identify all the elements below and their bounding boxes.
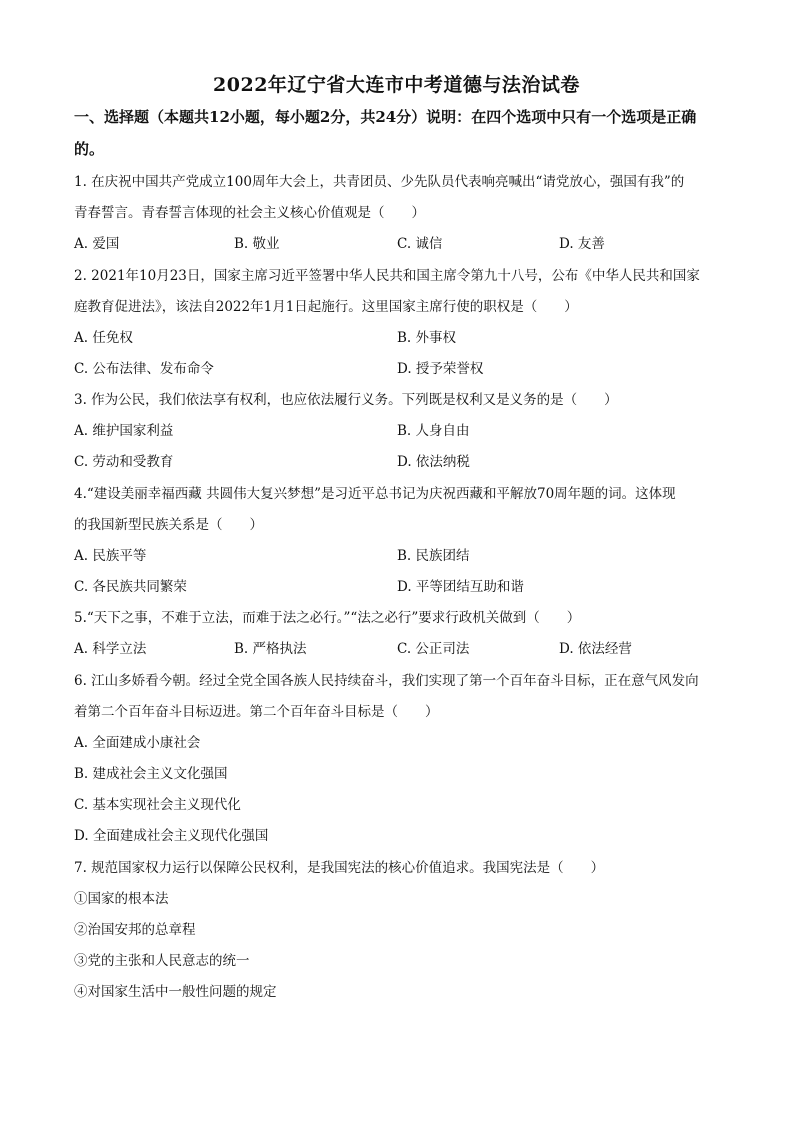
q2-option-d: D. 授予荣誉权 <box>397 361 484 377</box>
q1-option-d: D. 友善 <box>559 236 605 252</box>
q1-stem-line2: 青春誓言。青春誓言体现的社会主义核心价值观是（ ） <box>74 205 425 221</box>
q6-option-d: D. 全面建成社会主义现代化强国 <box>74 828 269 844</box>
q3-option-a: A. 维护国家利益 <box>74 423 174 439</box>
page-title: 2022年辽宁省大连市中考道德与法治试卷 <box>213 74 580 96</box>
q5-option-a: A. 科学立法 <box>74 641 147 657</box>
q7-statement-1: ①国家的根本法 <box>74 891 169 907</box>
q4-option-c: C. 各民族共同繁荣 <box>74 579 187 595</box>
q4-stem-line1: 4.“建设美丽幸福西藏 共圆伟大复兴梦想”是习近平总书记为庆祝西藏和平解放70周年题的词。这体现 <box>74 486 676 502</box>
q2-option-a: A. 任免权 <box>74 330 133 346</box>
q3-option-c: C. 劳动和受教育 <box>74 454 174 470</box>
q6-stem-line1: 6. 江山多娇看今朝。经过全党全国各族人民持续奋斗，我们实现了第一个百年奋斗目标，正在意气风发向 <box>74 673 699 689</box>
q3-option-b: B. 人身自由 <box>397 423 470 439</box>
q3-stem-line1: 3. 作为公民，我们依法享有权利，也应依法履行义务。下列既是权利又是义务的是（ ） <box>74 392 618 408</box>
q7-stem-line1: 7. 规范国家权力运行以保障公民权利，是我国宪法的核心价值追求。我国宪法是（ ） <box>74 860 605 876</box>
q1-option-c: C. 诚信 <box>397 236 443 252</box>
q5-option-b: B. 严格执法 <box>234 641 307 657</box>
q7-statement-4: ④对国家生活中一般性问题的规定 <box>74 984 277 1000</box>
q2-option-b: B. 外事权 <box>397 330 457 346</box>
q3-option-d: D. 依法纳税 <box>397 454 470 470</box>
q2-stem-line1: 2. 2021年10月23日，国家主席习近平签署中华人民共和国主席令第九十八号，公布《中华人民共和国家 <box>74 268 700 284</box>
q4-stem-line2: 的我国新型民族关系是（ ） <box>74 517 263 533</box>
q4-option-b: B. 民族团结 <box>397 548 470 564</box>
q1-option-b: B. 敬业 <box>234 236 280 252</box>
q2-option-c: C. 公布法律、发布命令 <box>74 361 214 377</box>
q1-stem-line1: 1. 在庆祝中国共产党成立100周年大会上，共青团员、少先队员代表响亮喊出“请党放心，强国有我”的 <box>74 174 685 190</box>
section-heading: 一、选择题（本题共12小题，每小题2分，共24分）说明：在四个选项中只有一个选项是正确的。 <box>74 108 697 158</box>
q4-option-d: D. 平等团结互助和谐 <box>397 579 524 595</box>
q5-option-d: D. 依法经营 <box>559 641 632 657</box>
q6-option-b: B. 建成社会主义文化强国 <box>74 766 228 782</box>
q6-option-a: A. 全面建成小康社会 <box>74 735 201 751</box>
q6-option-c: C. 基本实现社会主义现代化 <box>74 797 241 813</box>
q5-option-c: C. 公正司法 <box>397 641 470 657</box>
q6-stem-line2: 着第二个百年奋斗目标迈进。第二个百年奋斗目标是（ ） <box>74 704 439 720</box>
q7-statement-3: ③党的主张和人民意志的统一 <box>74 953 250 969</box>
q7-statement-2: ②治国安邦的总章程 <box>74 922 196 938</box>
q2-stem-line2: 庭教育促进法》，该法自2022年1月1日起施行。这里国家主席行使的职权是（ ） <box>74 299 578 315</box>
q4-option-a: A. 民族平等 <box>74 548 147 564</box>
q1-option-a: A. 爱国 <box>74 236 120 252</box>
q5-stem-line1: 5.“天下之事，不难于立法，而难于法之必行。”“法之必行”要求行政机关做到（ ） <box>74 610 581 626</box>
